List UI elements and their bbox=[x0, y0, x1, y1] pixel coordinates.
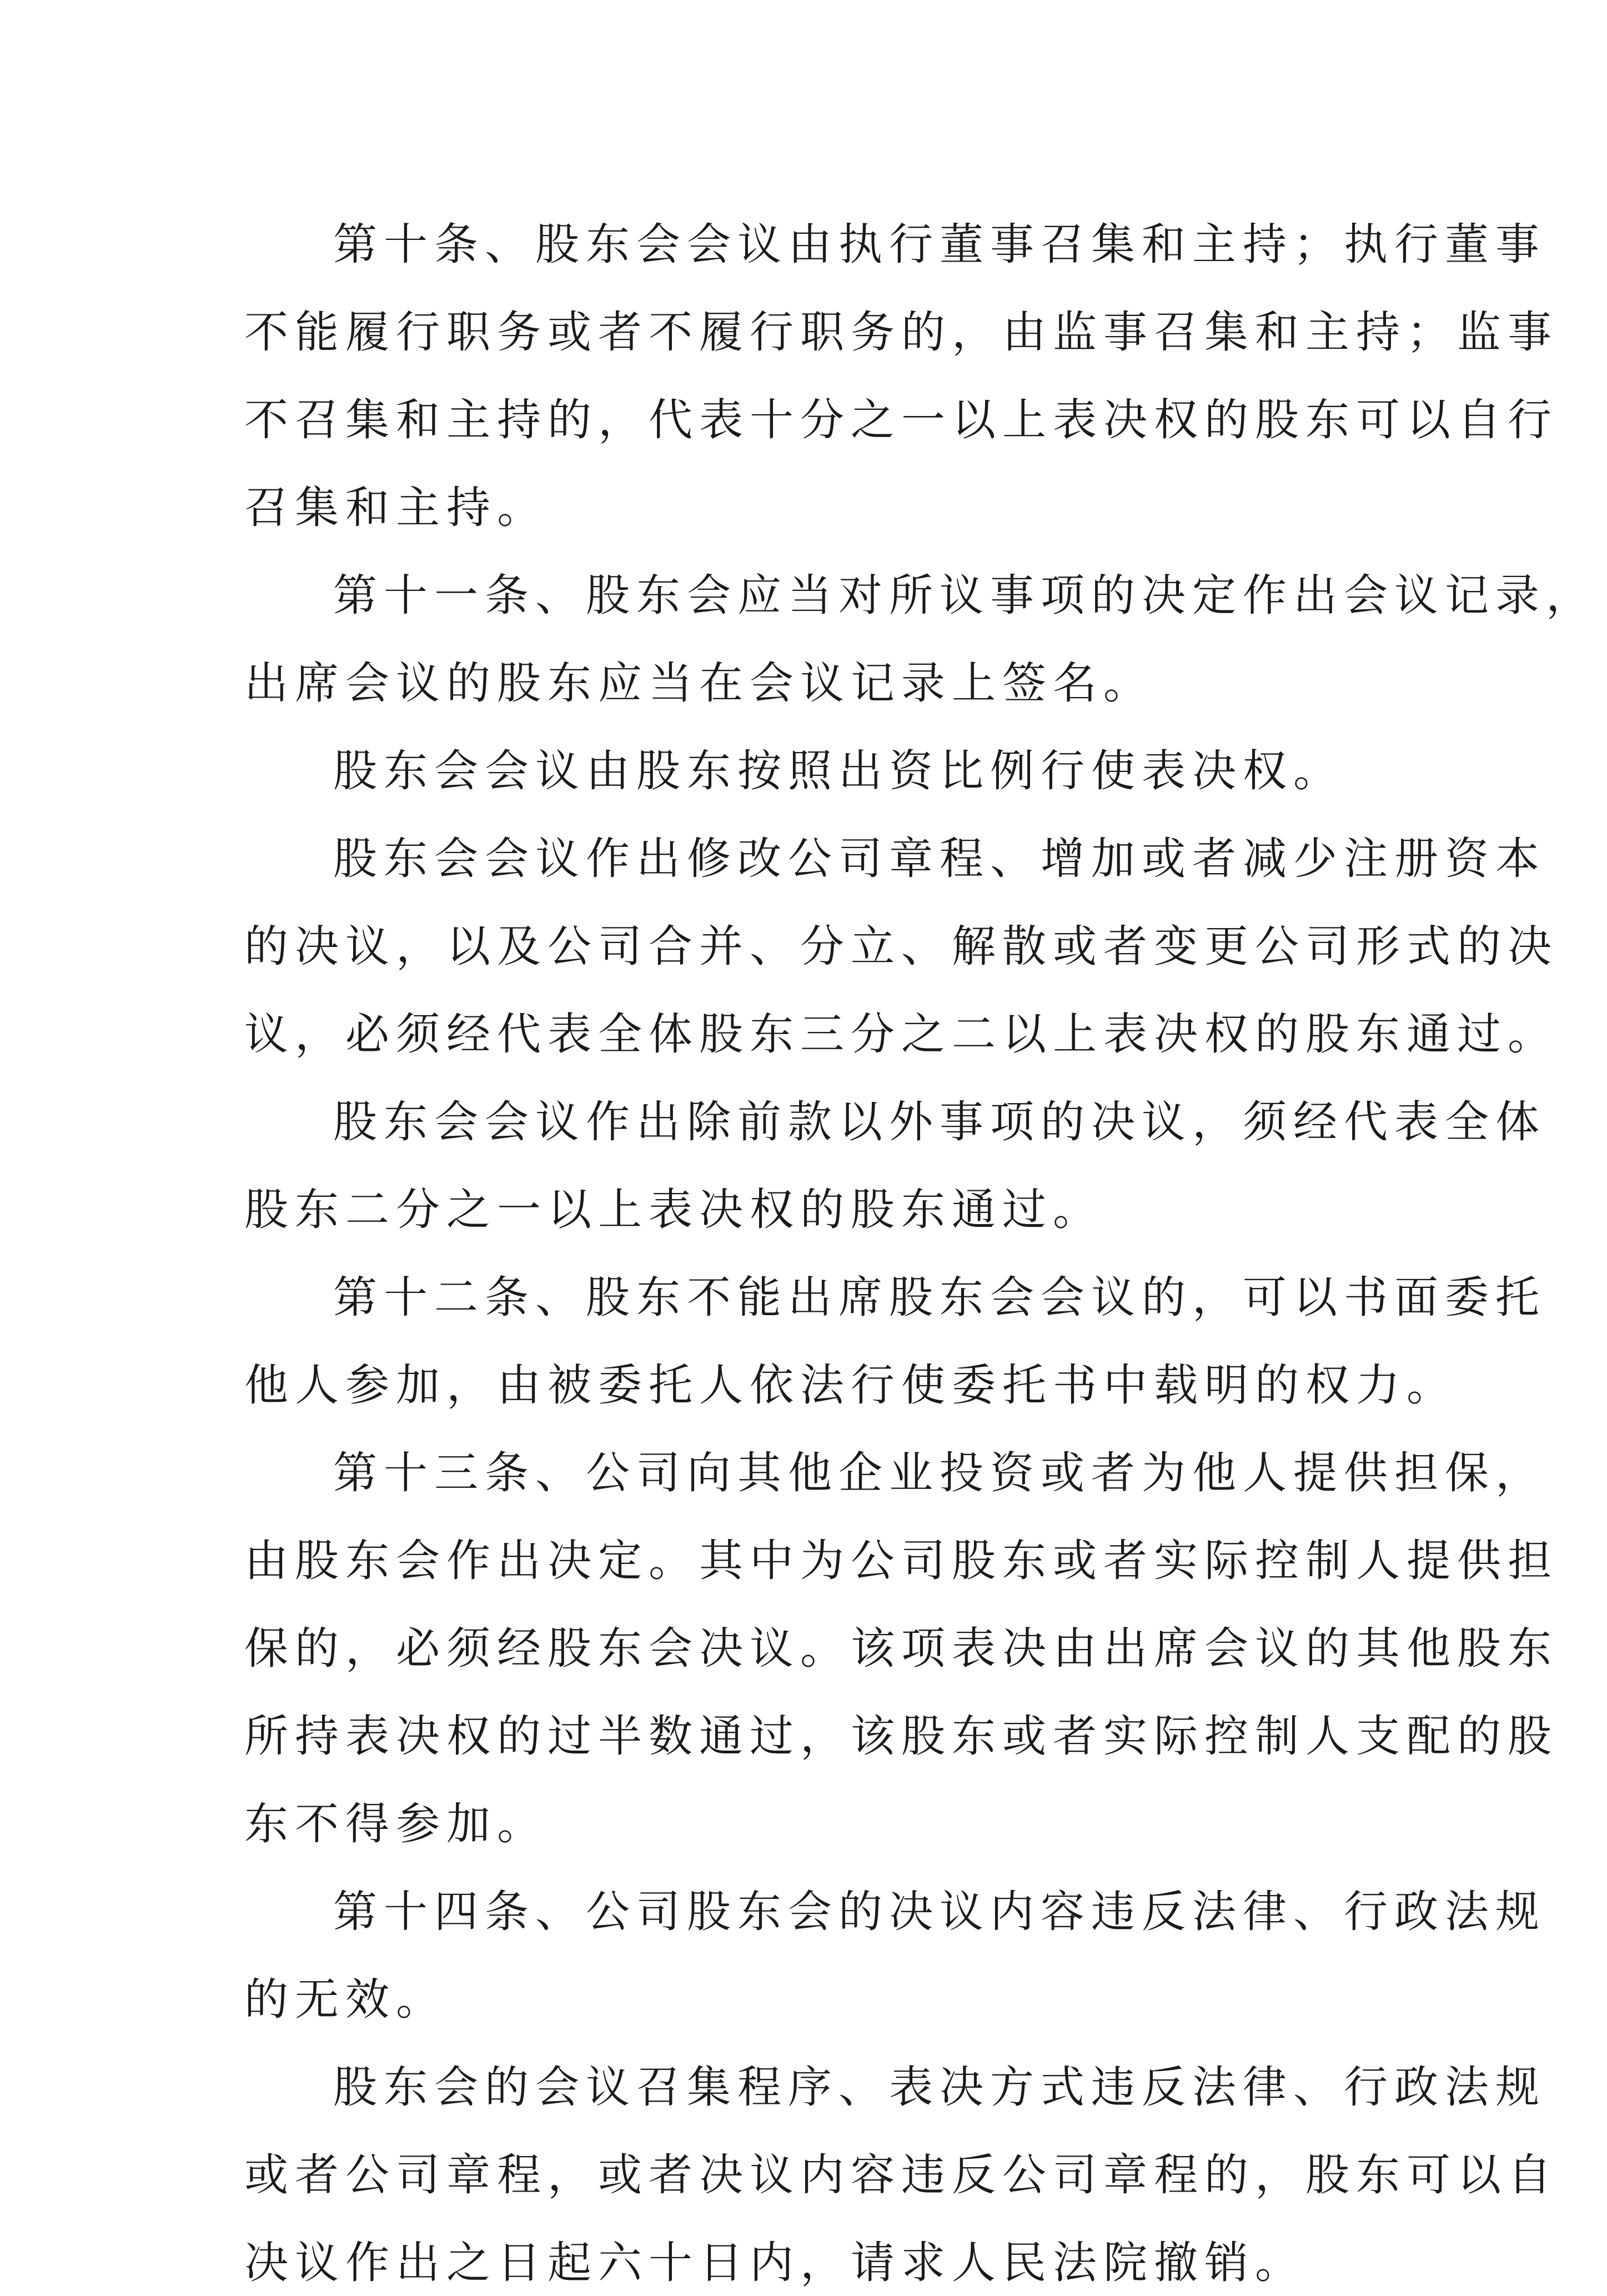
article-13-line-2: 由股东会作出决定。其中为公司股东或者实际控制人提供担 bbox=[244, 1535, 1558, 1586]
article-10-line-1: 第十条、股东会会议由执行董事召集和主持；执行董事 bbox=[333, 219, 1546, 270]
article-12-line-2: 他人参加，由被委托人依法行使委托书中载明的权力。 bbox=[244, 1360, 1457, 1411]
article-13-line-3: 保的，必须经股东会决议。该项表决由出席会议的其他股东 bbox=[244, 1623, 1558, 1674]
special-resolution-line-2: 的决议，以及公司合并、分立、解散或者变更公司形式的决 bbox=[244, 921, 1558, 972]
article-14-line-2: 的无效。 bbox=[244, 1974, 446, 2025]
article-10-line-4: 召集和主持。 bbox=[244, 482, 548, 533]
ordinary-resolution-line-2: 股东二分之一以上表决权的股东通过。 bbox=[244, 1184, 1103, 1235]
ordinary-resolution-line-1: 股东会会议作出除前款以外事项的决议，须经代表全体 bbox=[333, 1096, 1546, 1147]
revocation-line-3: 决议作出之日起六十日内，请求人民法院撤销。 bbox=[244, 2237, 1305, 2288]
article-10-line-2: 不能履行职务或者不履行职务的，由监事召集和主持；监事 bbox=[244, 307, 1558, 358]
article-13-line-5: 东不得参加。 bbox=[244, 1798, 548, 1849]
article-11-line-2: 出席会议的股东应当在会议记录上签名。 bbox=[244, 658, 1154, 709]
article-13-line-1: 第十三条、公司向其他企业投资或者为他人提供担保， bbox=[333, 1447, 1546, 1498]
revocation-line-1: 股东会的会议召集程序、表决方式违反法律、行政法规 bbox=[333, 2062, 1546, 2113]
article-13-line-4: 所持表决权的过半数通过，该股东或者实际控制人支配的股 bbox=[244, 1711, 1558, 1762]
article-12-line-1: 第十二条、股东不能出席股东会会议的，可以书面委托 bbox=[333, 1272, 1546, 1323]
special-resolution-line-3: 议，必须经代表全体股东三分之二以上表决权的股东通过。 bbox=[244, 1009, 1558, 1060]
revocation-line-2: 或者公司章程，或者决议内容违反公司章程的，股东可以自 bbox=[244, 2149, 1558, 2200]
special-resolution-line-1: 股东会会议作出修改公司章程、增加或者减少注册资本 bbox=[333, 833, 1546, 884]
article-10-line-3: 不召集和主持的，代表十分之一以上表决权的股东可以自行 bbox=[244, 394, 1558, 445]
voting-ratio-line-1: 股东会会议由股东按照出资比例行使表决权。 bbox=[333, 745, 1344, 796]
article-14-line-1: 第十四条、公司股东会的决议内容违反法律、行政法规 bbox=[333, 1886, 1546, 1937]
article-11-line-1: 第十一条、股东会应当对所议事项的决定作出会议记录， bbox=[333, 570, 1596, 621]
